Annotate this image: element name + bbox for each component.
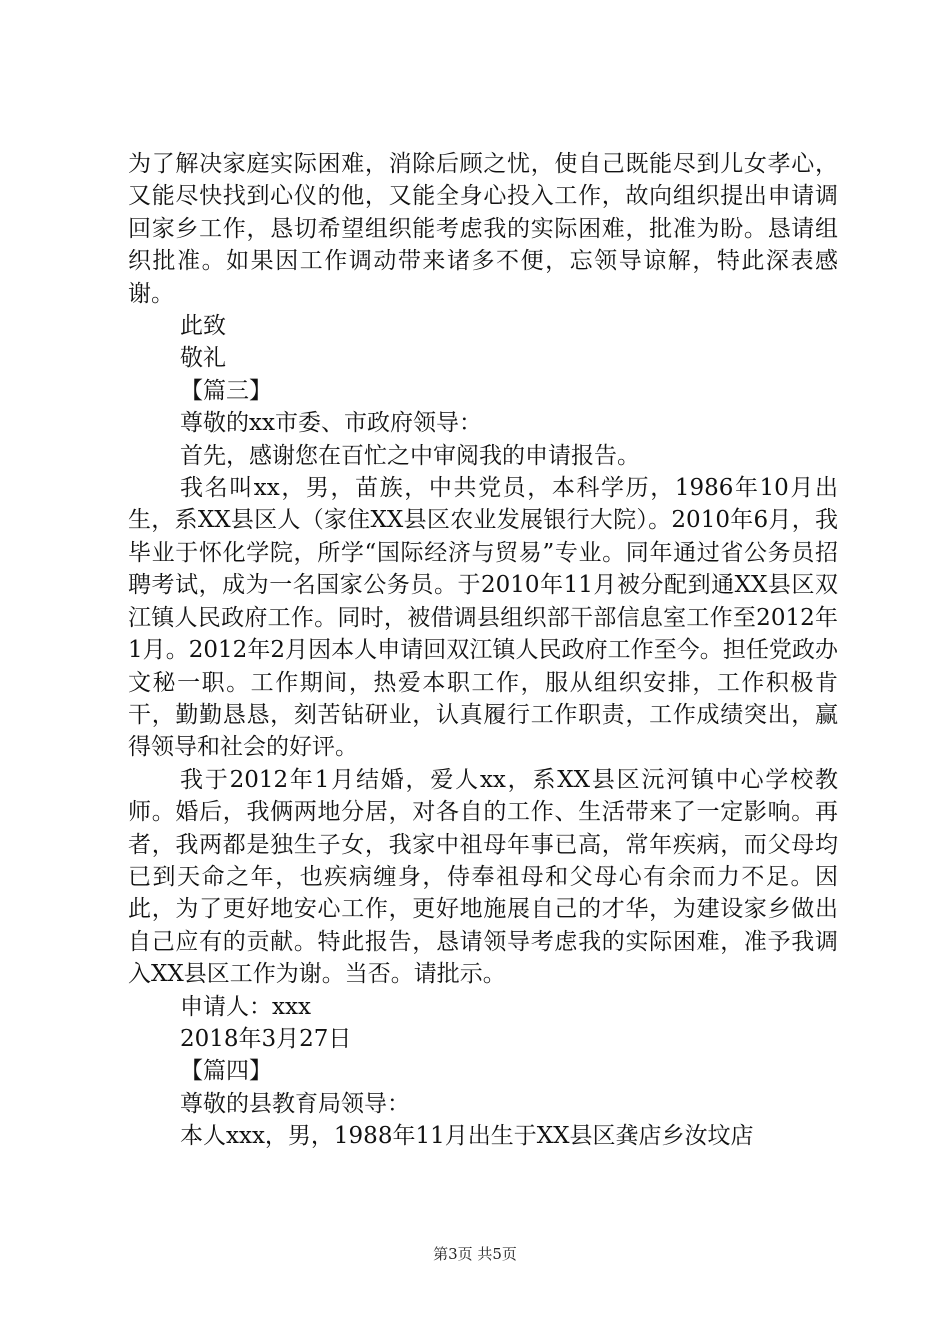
section-heading-4: 【篇四】 bbox=[180, 1058, 272, 1085]
document-body bbox=[128, 148, 838, 1153]
addressee-city-leaders: 尊敬的xx市委、市政府领导： bbox=[180, 410, 482, 437]
application-date: 2018年3月27日 bbox=[180, 1025, 352, 1052]
paragraph-family-situation: 我于2012年1月结婚，爱人xx，系XX县区沅河镇中心学校教师。婚后，我俩两地分居，对各自的工作、生活带来了一定影响。再者，我两都是独生子女，我家中祖母年事已高，常年疾病，而父母均已到天命之年，也疾病缠身，侍奉祖母和父母心有余而力不足。因此，为了更好地安心工作，更好地施展自己的才华，为建设家乡做出自己应有的贡献。特此报告，恳请领导考虑我的实际困难，准予我调入XX县区工作为谢。当否。请批示。 bbox=[128, 766, 838, 988]
section-heading-3: 【篇三】 bbox=[180, 377, 272, 404]
paragraph-closing-reason: 为了解决家庭实际困难，消除后顾之忧，使自己既能尽到儿女孝心，又能尽快找到心仪的他，又能全身心投入工作，故向组织提出申请调回家乡工作，恳切希望组织能考虑我的实际困难，批准为盼。恳请组织批准。如果因工作调动带来诸多不便，忘领导谅解，特此深表感谢。 bbox=[128, 151, 838, 307]
salutation-jingli: 敬礼 bbox=[180, 345, 226, 372]
salutation-cizhi: 此致 bbox=[180, 313, 226, 340]
addressee-education-bureau: 尊敬的县教育局领导： bbox=[180, 1090, 410, 1117]
page-number-footer: 第3页 共5页 bbox=[433, 1245, 517, 1263]
paragraph-introduction-start: 本人xxx，男，1988年11月出生于XX县区龚店乡汝坟店 bbox=[180, 1123, 754, 1150]
paragraph-thanks: 首先，感谢您在百忙之中审阅我的申请报告。 bbox=[180, 442, 640, 469]
paragraph-self-introduction: 我名叫xx，男，苗族，中共党员，本科学历，1986年10月出生，系XX县区人（家住XX县区农业发展银行大院）。2010年6月，我毕业于怀化学院，所学“国际经济与贸易”专业。同年通过省公务员招聘考试，成为一名国家公务员。于2010年11月被分配到通XX县区双江镇人民政府工作。同时，被借调县组织部干部信息室工作至2012年1月。2012年2月因本人申请回双江镇人民政府工作至今。担任党政办文秘一职。工作期间，热爱本职工作，服从组织安排，工作积极肯干，勤勤恳恳，刻苦钻研业，认真履行工作职责，工作成绩突出，赢得领导和社会的好评。 bbox=[128, 475, 838, 761]
applicant-signature: 申请人：xxx bbox=[180, 993, 311, 1020]
